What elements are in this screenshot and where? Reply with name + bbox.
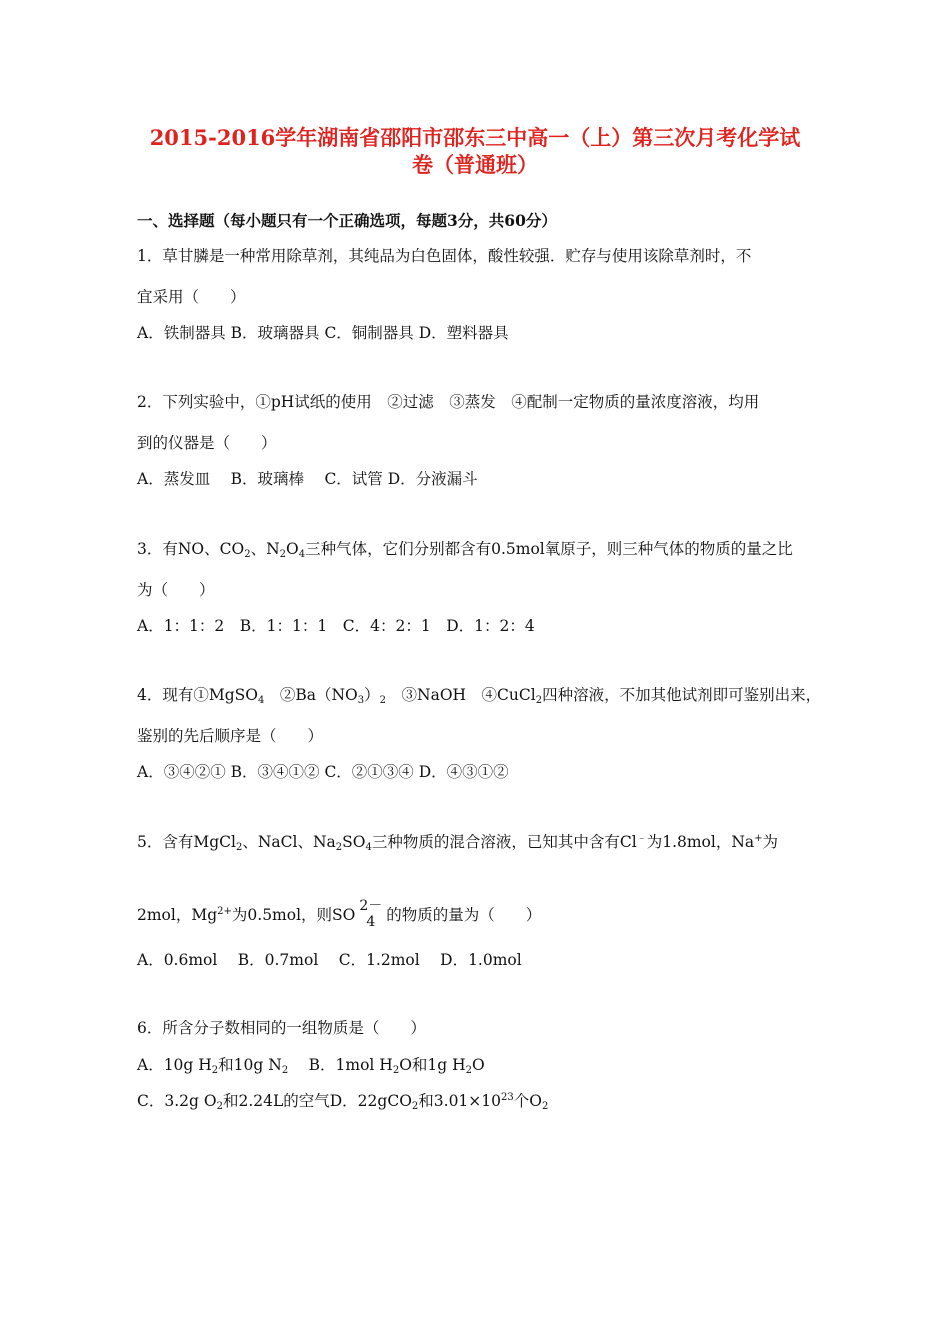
question-1-text: 1．草甘膦是一种常用除草剂，其纯品为白色固体，酸性较强．贮存与使用该除草剂时，不: [137, 247, 752, 265]
question-1-options: A．铁制器具 B．玻璃器具 C．铜制器具 D．塑料器具: [137, 324, 509, 342]
section-heading: 一、选择题（每小题只有一个正确选项，每题3分，共60分）: [137, 211, 557, 230]
question-3-text-cont: 为（ ）: [137, 581, 215, 599]
question-3-options: A．1：1：2 B．1：1：1 C．4：2：1 D．1：2：4: [137, 617, 535, 635]
question-4-options: A．③④②① B．③④①② C．②①③④ D．④③①②: [137, 763, 509, 781]
question-2-options: A．蒸发皿 B．玻璃棒 C．试管 D．分液漏斗: [137, 470, 478, 488]
question-2-text: 2．下列实验中，①pH试纸的使用 ②过滤 ③蒸发 ④配制一定物质的量浓度溶液，均用: [137, 393, 760, 411]
question-5-text-cont: 2mol，$Mg^{2+}$为0.5mol，则SO 2－ 4 的物质的量为（ ）: [137, 898, 542, 930]
exam-title-line-2: 卷（普通班）: [412, 152, 538, 177]
question-6-text: 6．所含分子数相同的一组物质是（ ）: [137, 1019, 426, 1037]
question-6-options-ab: A．10g $H_2$和10g $N_2$ B．1mol $H_2O$和1g $H_2O$: [137, 1056, 485, 1076]
question-5-options: A．0.6mol B．0.7mol C．1.2mol D．1.0mol: [137, 951, 522, 969]
question-2-text-cont: 到的仪器是（ ）: [137, 434, 277, 452]
question-1-text-cont: 宜采用（ ）: [137, 288, 246, 306]
sulfate-ion-charge: 2－ 4: [359, 898, 383, 930]
exam-title-line-1: 2015-2016学年湖南省邵阳市邵东三中高一（上）第三次月考化学试: [149, 125, 801, 150]
question-5-text: 5．含有MgCl$_2$、NaCl、$Na_2SO_4$三种物质的混合溶液，已知其中含有Cl﹣为1.8mol，Na+为: [137, 833, 779, 853]
question-3-text: 3．有NO、$CO_2$、$N_2O_4$三种气体，它们分别都含有0.5mol氧原子，则三种气体的物质的量之比: [137, 540, 793, 560]
question-6-options-cd: C．3.2g $O_2$和2.24L的空气D．22gCO$_2$和$3.01\times 10^{23}$个$O_2$: [137, 1092, 549, 1112]
question-4-text-cont: 鉴别的先后顺序是（ ）: [137, 727, 324, 745]
question-4-text: 4．现有①MgSO$_4$ $②Ba(NO_3)_2$ ③NaOH ④CuCl$_2$四种溶液，不加其他试剂即可鉴别出来，: [137, 686, 822, 706]
